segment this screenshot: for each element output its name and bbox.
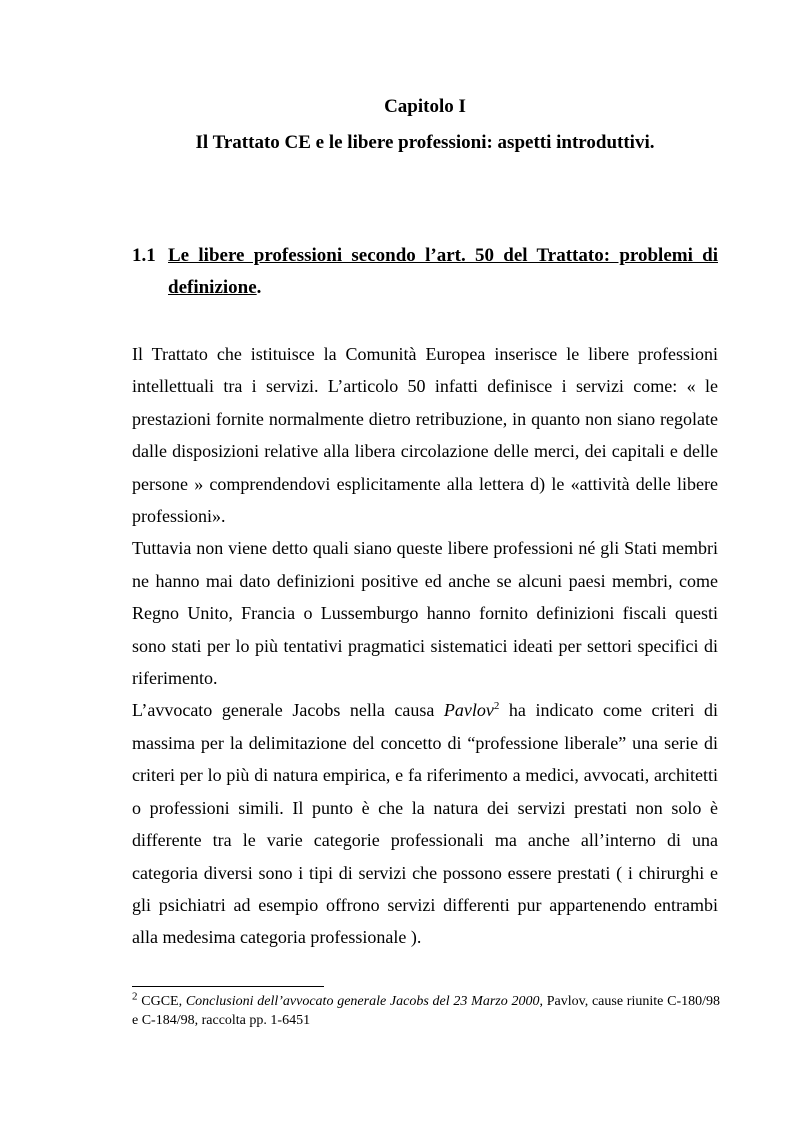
paragraph-1: Il Trattato che istituisce la Comunità Europea inserisce le libere professioni intellettuali tra i servizi. L’articolo 50 infatti definisce i servizi come: « le prestazioni fornite normalmente dietro retribuzione, in quanto non siano regolate dalle disposizioni relative alla libera circolazione delle merci, dei capitali e delle persone » comprendendovi esplicitamente alla lettera d) le «attività delle libere professioni». xyxy=(132,344,718,527)
section-number: 1.1 xyxy=(132,245,156,266)
footnote-ref[interactable]: 2 xyxy=(493,700,500,713)
paragraph-3-start: L’avvocato generale Jacobs nella causa xyxy=(132,700,444,721)
chapter-label: Capitolo I xyxy=(384,96,466,117)
footnote-marker: 2 xyxy=(132,990,138,1003)
paragraph-2: Tuttavia non viene detto quali siano queste libere professioni né gli Stati membri ne hanno mai dato definizioni positive ed anche se alcuni paesi membri, come Regno Unito, Francia o Lussemburgo hanno fornito definizioni fiscali questi sono stati per lo più tentativi pragmatici sistematici ideati per settori specifici di riferimento. xyxy=(132,538,718,689)
chapter-title: Il Trattato CE e le libere professioni: aspetti introduttivi. xyxy=(195,132,655,153)
footnote-lead: CGCE, xyxy=(137,994,186,1009)
body-text xyxy=(132,338,718,954)
paragraph-3-end: ha indicato come criteri di massima per la delimitazione del concetto di “professione liberale” una serie di criteri per lo più di natura empirica, e fa riferimento a medici, avvocati, architetti o professioni simili. Il punto è che la natura dei servizi prestati non solo è differente tra le varie categorie professionali ma anche all’interno di una categoria diversi sono i tipi di servizi che possono essere prestati ( i chirurghi e gli psichiatri ad esempio offrono servizi differenti pur appartenendo entrambi alla medesima categoria professionale ). xyxy=(132,700,719,948)
paragraph-3 xyxy=(132,694,718,953)
footnote-divider xyxy=(132,986,324,987)
footnote xyxy=(132,992,720,1030)
footnote-rest: , Pavlov, cause riunite C-180/98 e C-184/98, raccolta pp. 1-6451 xyxy=(132,994,720,1028)
section-heading xyxy=(132,240,718,304)
footnote-title: Conclusioni dell’avvocato generale Jacobs del 23 Marzo 2000 xyxy=(185,994,540,1009)
section-title-end: . xyxy=(256,277,262,298)
section-title-text: Le libere professioni secondo l’art. 50 del Trattato: problemi di definizione xyxy=(168,245,718,298)
case-name: Pavlov xyxy=(443,700,494,721)
section-title xyxy=(168,240,718,304)
